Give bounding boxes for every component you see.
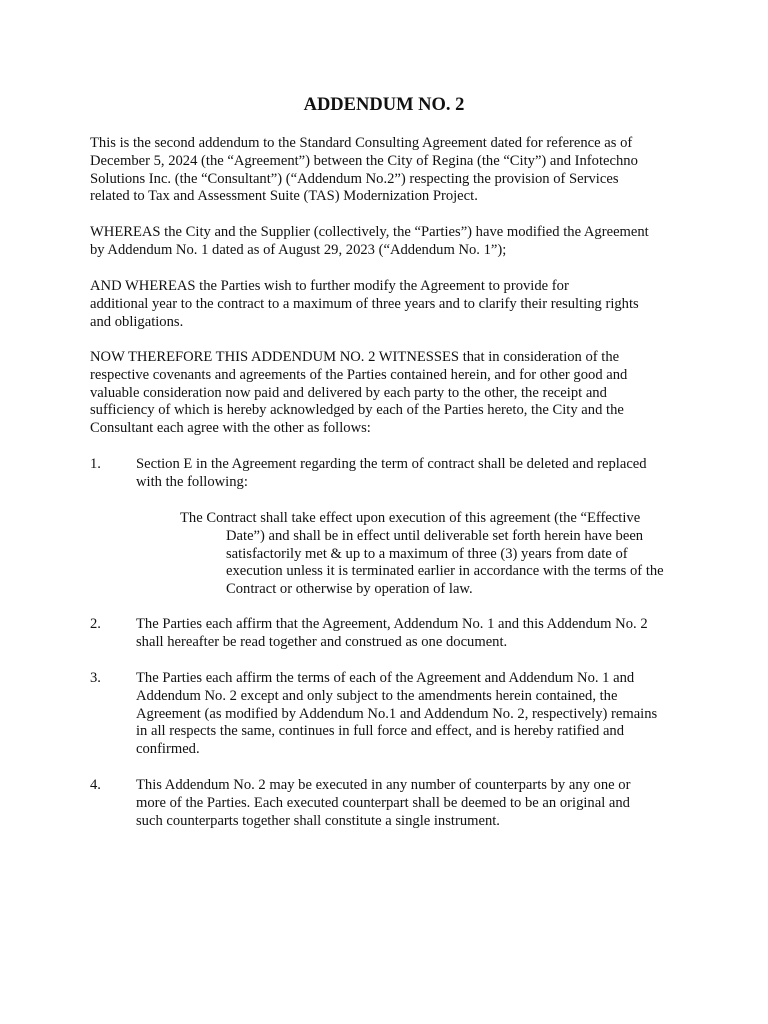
intro-paragraph [90,135,680,206]
now-therefore-line: Consultant each agree with the other as follows: [90,420,371,437]
clause-number: 3. [90,670,101,686]
replacement-clause-quote [180,510,690,599]
quote-line: The Contract shall take effect upon execution of this agreement (the “Effective [180,510,641,526]
now-therefore-line: respective covenants and agreements of the Parties contained herein, and for other good and [90,366,628,383]
whereas-line: AND WHEREAS the Parties wish to further modify the Agreement to provide for [90,278,569,294]
clause-line: Addendum No. 2 except and only subject to the amendments herein contained, the [136,687,618,704]
clause-line: in all respects the same, continues in full force and effect, and is hereby ratified and [136,723,625,740]
clause-line: shall hereafter be read together and construed as one document. [136,633,508,650]
clause-line: confirmed. [136,741,200,758]
whereas-line: and obligations. [90,313,184,330]
document-title: ADDENDUM NO. 2 [303,95,465,115]
clause-line: Agreement (as modified by Addendum No.1 and Addendum No. 2, respectively) remains [136,705,658,722]
clause-text [136,456,681,492]
clause-line: more of the Parties. Each executed counterpart shall be deemed to be an original and [136,794,630,811]
whereas-paragraph-1 [90,224,680,260]
clause-line: with the following: [136,473,248,490]
now-therefore-line: valuable consideration now paid and delivered by each party to the other, the receipt and [90,384,607,401]
now-therefore-paragraph [90,349,680,438]
clause-line: such counterparts together shall constitute a single instrument. [136,812,500,829]
clause-number: 4. [90,777,101,793]
clause-number: 2. [90,616,101,632]
whereas-paragraph-2 [90,278,680,331]
clause-line: The Parties each affirm that the Agreement, Addendum No. 1 and this Addendum No. 2 [136,616,648,632]
whereas-line: additional year to the contract to a maximum of three years and to clarify their resulting rights [90,295,639,312]
clause-line: Section E in the Agreement regarding the term of contract shall be deleted and replaced [136,456,647,472]
intro-line: December 5, 2024 (the “Agreement”) between the City of Regina (the “City”) and Infotechno [90,152,638,169]
clause-text [136,616,681,652]
intro-line: Solutions Inc. (the “Consultant”) (“Addendum No.2”) respecting the provision of Services [90,170,619,187]
whereas-line: WHEREAS the City and the Supplier (collectively, the “Parties”) have modified the Agreement [90,224,649,240]
quote-line: execution unless it is terminated earlier in accordance with the terms of the [226,563,664,580]
quote-line: satisfactorily met & up to a maximum of three (3) years from date of [226,545,628,562]
quote-line: Date”) and shall be in effect until deliverable set forth herein have been [226,527,644,544]
now-therefore-line: NOW THEREFORE THIS ADDENDUM NO. 2 WITNESSES that in consideration of the [90,349,620,365]
clause-line: This Addendum No. 2 may be executed in any number of counterparts by any one or [136,777,631,793]
whereas-line: by Addendum No. 1 dated as of August 29, 2023 (“Addendum No. 1”); [90,241,507,258]
intro-line: This is the second addendum to the Standard Consulting Agreement dated for reference as of [90,135,633,151]
clause-number: 1. [90,456,101,472]
clause-text [136,777,681,830]
intro-line: related to Tax and Assessment Suite (TAS) Modernization Project. [90,188,478,205]
now-therefore-line: sufficiency of which is hereby acknowledged by each of the Parties hereto, the City and the [90,402,624,419]
clause-line: The Parties each affirm the terms of each of the Agreement and Addendum No. 1 and [136,670,635,686]
quote-line: Contract or otherwise by operation of law. [226,581,473,598]
clause-text [136,670,681,759]
